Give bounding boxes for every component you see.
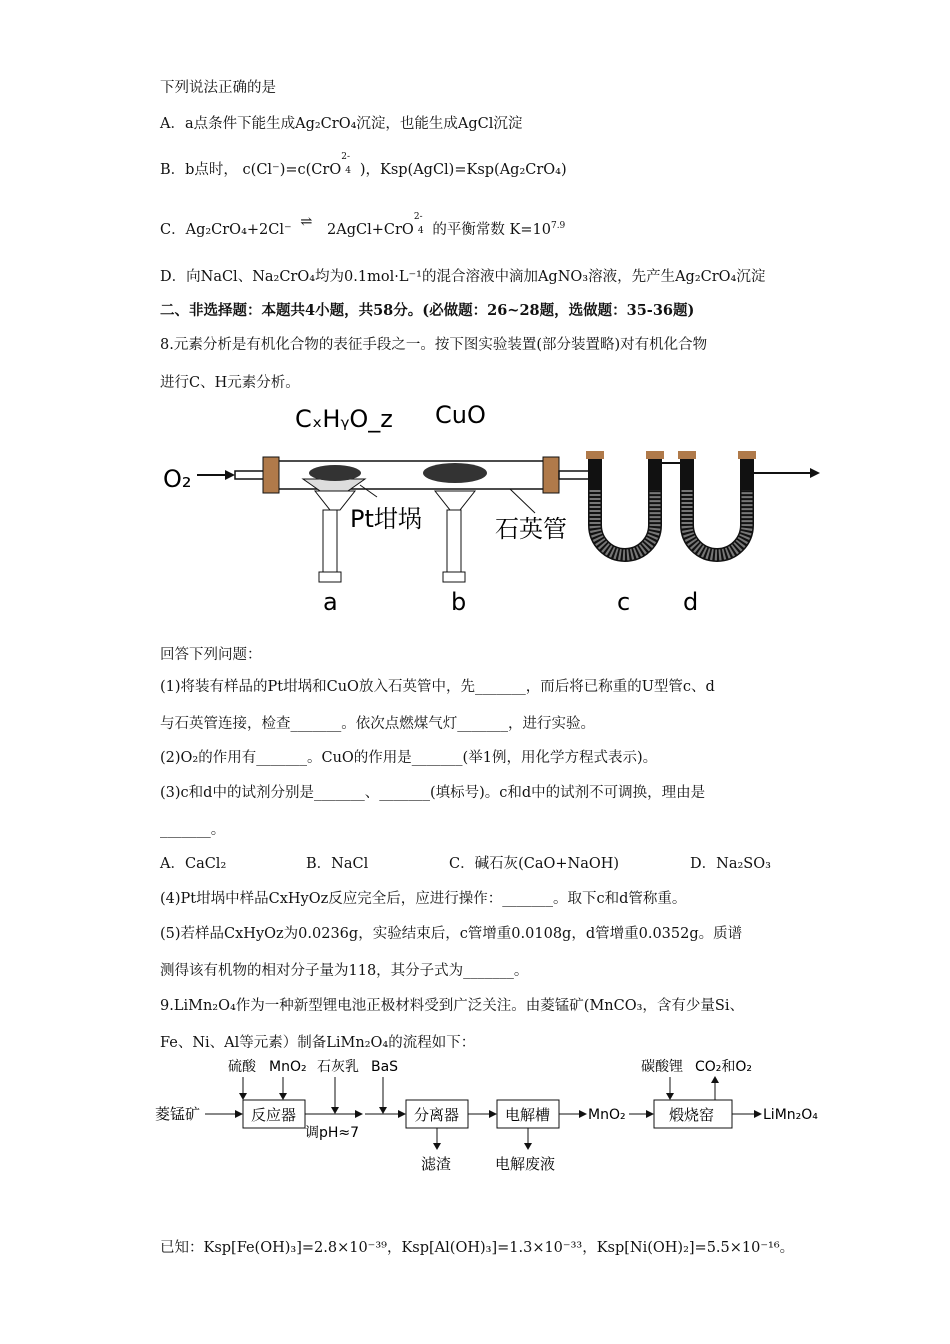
burner-b-base — [443, 572, 465, 582]
q7-option-b-charge: 2- — [341, 152, 350, 162]
label-d: d — [683, 588, 699, 616]
q8-part1-line1: (1)将装有样品的Pt坩埚和CuO放入石英管中，先_______，而后将已称重的U型管c、d — [160, 679, 715, 695]
flow-product: LiMn₂O₄ — [763, 1107, 818, 1123]
q7-option-c-charge: 2- — [413, 212, 423, 222]
burner-a — [323, 510, 337, 572]
q9-intro-line2: Fe、Ni、Al等元素）制备LiMn₂O₄的流程如下： — [160, 1035, 476, 1051]
flow-lime: 石灰乳 — [317, 1059, 359, 1075]
arrowhead-to-separator — [398, 1110, 406, 1118]
q7-option-b-formula: c(Cl⁻)=c(CrO — [242, 162, 342, 178]
arrowhead-waste — [524, 1143, 532, 1150]
equilibrium-arrow-icon: ⇌ — [300, 214, 313, 230]
flow-li2co3: 碳酸锂 — [641, 1059, 683, 1075]
arrowhead-mno2 — [279, 1093, 287, 1100]
flow-waste: 电解废液 — [495, 1155, 556, 1173]
arrowhead-lime — [331, 1107, 339, 1114]
q9-intro-line1: 9.LiMn₂O₄作为一种新型锂电池正极材料受到广泛关注。由菱锰矿(MnCO₃，含有少量Si、 — [160, 998, 745, 1014]
quartz-pointer — [510, 489, 535, 513]
pt-crucible-label: Pt坩埚 — [350, 505, 422, 533]
arrowhead-reactor-out — [355, 1110, 363, 1118]
flow-reactor: 反应器 — [251, 1106, 297, 1124]
q8-part3-line2: _______。 — [160, 822, 226, 838]
arrowhead-li2co3 — [666, 1093, 674, 1100]
sample-label: CₓHᵧO_z — [295, 405, 393, 433]
q9-known-ksp: 已知：Ksp[Fe(OH)₃]=2.8×10⁻³⁹，Ksp[Al(OH)₃]=1.3×10⁻³³，Ksp[Ni(OH)₂]=5.5×10⁻¹⁶。 — [160, 1240, 795, 1256]
q7-option-a: A．a点条件下能生成Ag₂CrO₄沉淀，也能生成AgCl沉淀 — [160, 116, 523, 132]
q8-part5-line2: 测得该有机物的相对分子量为118，其分子式为_______。 — [160, 963, 529, 979]
quartz-tube-label: 石英管 — [495, 515, 567, 543]
q8-intro-line1: 8.元素分析是有机化合物的表征手段之一。按下图实验装置(部分装置略)对有机化合物 — [160, 337, 708, 353]
flow-ore: 菱锰矿 — [155, 1105, 201, 1123]
q7-option-d: D．向NaCl、Na₂CrO₄均为0.1mol·L⁻¹的混合溶液中滴加AgNO₃溶液，先产生Ag₂CrO₄沉淀 — [160, 269, 766, 285]
q8-option-d: D．Na₂SO₃ — [690, 856, 771, 872]
arrowhead-kiln-out — [754, 1110, 762, 1118]
q8-option-b: B．NaCl — [306, 856, 369, 872]
burner-a-base — [319, 572, 341, 582]
flow-mno2-reagent: MnO₂ — [269, 1059, 307, 1075]
label-c: c — [617, 588, 631, 616]
flow-cell: 电解槽 — [505, 1106, 551, 1124]
apparatus-figure — [155, 395, 825, 620]
q8-option-a: A．CaCl₂ — [160, 856, 227, 872]
right-stopper — [543, 457, 559, 493]
sample-pile — [309, 465, 361, 481]
flow-bas: BaS — [371, 1059, 399, 1075]
q7-option-c-rest: 的平衡常数 K=10 — [432, 222, 551, 238]
outlet-tube — [559, 471, 589, 479]
outlet-arrowhead — [810, 468, 820, 478]
q7-option-b — [160, 152, 567, 179]
q7-stem: 下列说法正确的是 — [160, 80, 276, 96]
arrowhead-cell-out — [579, 1110, 587, 1118]
label-a: a — [323, 588, 338, 616]
flow-mno2-out: MnO₂ — [588, 1107, 626, 1123]
q7-option-c-exponent: 7.9 — [550, 221, 566, 232]
flow-h2so4: 硫酸 — [228, 1059, 256, 1075]
q7-option-c — [160, 212, 566, 239]
o2-label: O₂ — [163, 465, 192, 493]
arrowhead-bas — [379, 1107, 387, 1114]
arrowhead-to-kiln — [646, 1110, 654, 1118]
q8-part5-line1: (5)若样品CxHyOz为0.0236g，实验结束后，c管增重0.0108g，d管增重0.0352g。质谱 — [160, 926, 743, 942]
arrowhead-residue — [433, 1143, 441, 1150]
q8-answer-prompt: 回答下列问题： — [160, 647, 262, 663]
arrowhead-ore-reactor — [235, 1110, 243, 1118]
q8-option-c: C．碱石灰(CaO+NaOH) — [449, 856, 620, 872]
flow-residue: 滤渣 — [421, 1155, 452, 1173]
q7-option-c-label: C．Ag₂CrO₄+2Cl⁻ — [160, 222, 292, 238]
inlet-tube — [235, 471, 265, 479]
u-tube-c-left-stopper — [586, 451, 604, 459]
q7-option-b-label: B．b点时， — [160, 162, 238, 178]
u-tube-c-right-stopper — [646, 451, 664, 459]
flow-ph: 调pH≈7 — [305, 1125, 360, 1141]
quartz-tube — [265, 461, 555, 489]
flow-gases: CO₂和O₂ — [695, 1059, 753, 1075]
flow-kiln: 煅烧窑 — [669, 1106, 715, 1124]
q7-option-c-products: 2AgCl+CrO — [327, 222, 414, 238]
u-tube-d-left-stopper — [678, 451, 696, 459]
q8-part2: (2)O₂的作用有_______。CuO的作用是_______(举1例，用化学方程式表示)。 — [160, 750, 658, 766]
pt-pointer — [360, 485, 377, 497]
q7-option-c-ion: 4 — [417, 226, 424, 236]
cuo-label: CuO — [435, 401, 486, 429]
flame-a — [315, 491, 355, 510]
left-stopper — [263, 457, 279, 493]
cuo-pile — [423, 463, 487, 483]
u-tube-d-right-stopper — [738, 451, 756, 459]
arrowhead-gases — [711, 1076, 719, 1083]
label-b: b — [451, 588, 467, 616]
process-flowchart — [155, 1055, 830, 1180]
q7-option-b-rest: )，Ksp(AgCl)=Ksp(Ag₂CrO₄) — [359, 162, 567, 178]
q7-option-b-ion: 4 — [345, 166, 351, 176]
o2-inlet-arrowhead — [225, 470, 235, 480]
q8-part1-line2: 与石英管连接，检查_______。依次点燃煤气灯_______，进行实验。 — [160, 716, 595, 732]
arrowhead-sep-cell — [489, 1110, 497, 1118]
section-heading: 二、非选择题：本题共4小题，共58分。(必做题：26~28题，选做题：35-36题) — [160, 302, 695, 319]
q8-intro-line2: 进行C、H元素分析。 — [160, 375, 300, 391]
flow-separator: 分离器 — [414, 1106, 460, 1124]
flame-b — [435, 491, 475, 510]
arrowhead-h2so4 — [239, 1093, 247, 1100]
q8-part4: (4)Pt坩埚中样品CxHyOz反应完全后，应进行操作：_______。取下c和d管称重。 — [160, 891, 687, 907]
q8-part3-line1: (3)c和d中的试剂分别是_______、_______(填标号)。c和d中的试剂不可调换，理由是 — [160, 785, 706, 801]
burner-b — [447, 510, 461, 572]
